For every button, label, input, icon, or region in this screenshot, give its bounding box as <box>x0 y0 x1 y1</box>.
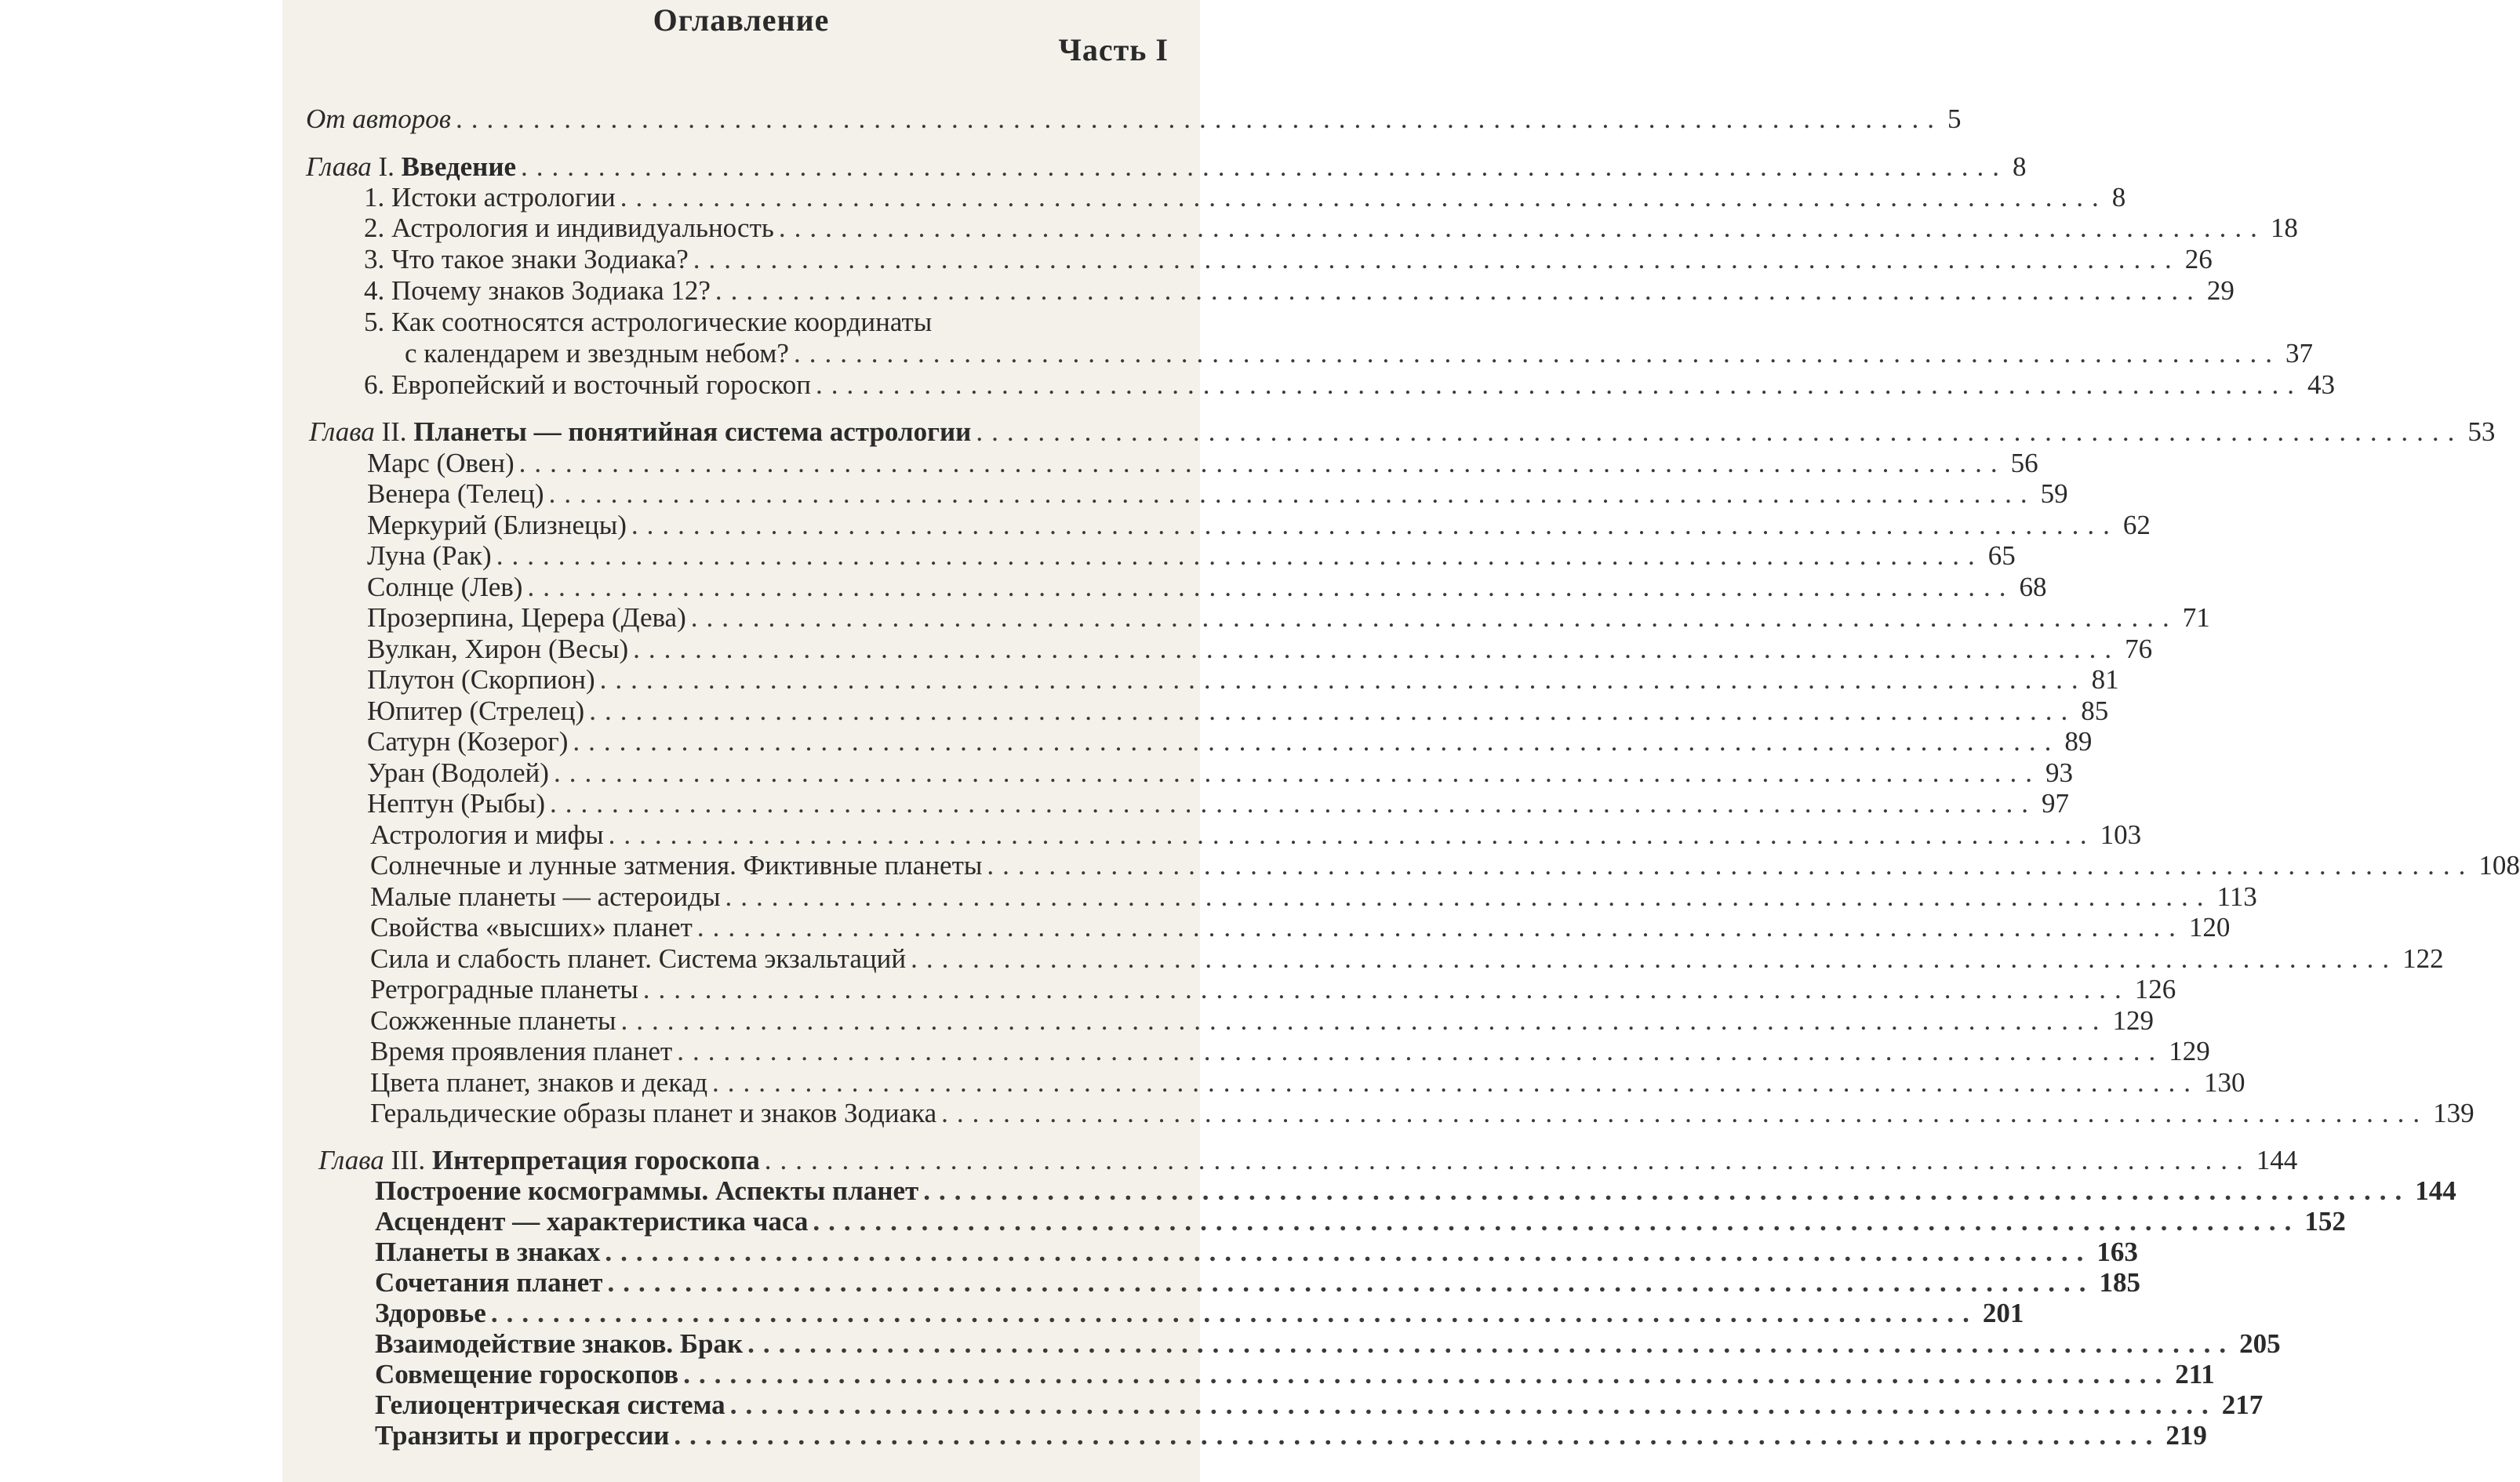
toc-page-number: 62 <box>2122 510 2151 540</box>
toc-page-number: 81 <box>2091 664 2119 695</box>
toc-page-number: 108 <box>2478 850 2520 881</box>
toc-page-number: 201 <box>1982 1298 2024 1328</box>
toc-item-row <box>364 212 2298 244</box>
toc-page-number: 43 <box>2307 369 2335 400</box>
toc-page-number: 126 <box>2134 974 2176 1004</box>
chapter-prefix: Глава <box>318 1145 384 1175</box>
dot-leader: ................................................................................................ <box>608 819 2096 850</box>
toc-item-row <box>370 1067 2245 1099</box>
toc-page-number: 152 <box>2304 1206 2346 1237</box>
dot-leader: ................................................................................................ <box>631 510 2118 540</box>
toc-item-label: Цвета планет, знаков и декад <box>370 1067 708 1098</box>
dot-leader: ................................................................................................ <box>793 338 2281 369</box>
toc-item-label: 5. Как соотносятся астрологические координаты <box>364 307 933 337</box>
chapter-prefix: Глава <box>306 151 372 182</box>
toc-page-number: 211 <box>2175 1359 2215 1389</box>
toc-page-number: 185 <box>2099 1267 2140 1298</box>
toc-page-number: 144 <box>2256 1145 2298 1175</box>
dot-leader: ................................................................................................ <box>911 943 2398 974</box>
toc-item-label: Уран (Водолей) <box>367 757 549 788</box>
dot-leader: ................................................................................................ <box>747 1328 2235 1359</box>
toc-item-label: Время проявления планет <box>370 1036 673 1066</box>
toc-item-row <box>375 1206 2346 1237</box>
dot-leader: ................................................................................................ <box>605 1237 2093 1267</box>
dot-leader: ................................................................................................ <box>987 850 2475 881</box>
dot-leader: ................................................................................................ <box>923 1175 2411 1206</box>
toc-item-row <box>364 275 2235 307</box>
toc-item-label: Здоровье <box>375 1298 486 1328</box>
dot-leader: ................................................................................................ <box>712 1067 2200 1098</box>
toc-page-number: 68 <box>2019 572 2047 602</box>
toc-item-row <box>367 664 2119 696</box>
dot-leader: ................................................................................................ <box>815 369 2303 400</box>
toc-item-label: Солнце (Лев) <box>367 572 523 602</box>
toc-item-row <box>367 572 2047 603</box>
chapter-prefix: Глава <box>309 416 375 447</box>
toc-page-number: 59 <box>2040 478 2068 509</box>
dot-leader: ................................................................................................ <box>548 478 2036 509</box>
toc-page-number: 122 <box>2402 943 2444 974</box>
toc-page-number: 93 <box>2045 757 2073 788</box>
dot-leader: ................................................................................................ <box>725 881 2213 912</box>
toc-item-label: Сила и слабость планет. Система экзальтаций <box>370 943 907 974</box>
dot-leader: ................................................................................................ <box>518 448 2006 478</box>
toc-page-number: 5 <box>1947 104 1962 134</box>
dot-leader: ................................................................................................ <box>683 1359 2171 1389</box>
toc-page-number: 130 <box>2204 1067 2245 1098</box>
toc-item-row <box>364 307 1169 338</box>
dot-leader: ................................................................................................ <box>527 572 2015 602</box>
toc-foreword-row <box>306 104 1962 135</box>
toc-page-number: 8 <box>2013 151 2027 182</box>
toc-item-row <box>370 850 2520 881</box>
dot-leader: ................................................................................................ <box>674 1420 2162 1451</box>
toc-item-row <box>375 1267 2140 1299</box>
toc-item-label: Астрология и мифы <box>370 819 604 850</box>
toc-item-row <box>370 1005 2154 1037</box>
toc-page-number: 219 <box>2165 1420 2207 1451</box>
toc-page-number: 120 <box>2188 912 2231 943</box>
toc-item-label: Совмещение гороскопов <box>375 1359 679 1389</box>
toc-page-number: 113 <box>2216 881 2257 912</box>
toc-page-number: 144 <box>2415 1175 2456 1206</box>
toc-item-row <box>367 448 2038 479</box>
toc-item-label: 4. Почему знаков Зодиака 12? <box>364 275 711 306</box>
toc-page-number: 205 <box>2239 1328 2281 1359</box>
dot-leader: ................................................................................................ <box>813 1206 2300 1237</box>
toc-item-row <box>370 974 2176 1005</box>
toc-item-label: 1. Истоки астрологии <box>364 182 616 212</box>
toc-page-number: 217 <box>2221 1389 2264 1420</box>
dot-leader: ................................................................................................ <box>455 104 1943 134</box>
dot-leader: ................................................................................................ <box>764 1145 2252 1175</box>
toc-item-row <box>375 1359 2215 1390</box>
dot-leader: ................................................................................................ <box>677 1036 2165 1066</box>
dot-leader: ................................................................................................ <box>573 726 2060 757</box>
toc-item-label: Плутон (Скорпион) <box>367 664 595 695</box>
toc-page-number: 97 <box>2041 788 2069 819</box>
toc-item-label: Сочетания планет <box>375 1267 603 1298</box>
toc-foreword-label: От авторов <box>306 104 451 134</box>
toc-item-label: Взаимодействие знаков. Брак <box>375 1328 744 1359</box>
dot-leader: ................................................................................................ <box>490 1298 1978 1328</box>
toc-item-row <box>405 338 2313 369</box>
dot-leader: ................................................................................................ <box>496 540 1984 571</box>
dot-leader: ................................................................................................ <box>521 151 2009 182</box>
toc-item-label: Асцендент — характеристика часа <box>375 1206 809 1237</box>
toc-item-label: Вулкан, Хирон (Весы) <box>367 634 629 664</box>
toc-item-row <box>364 369 2335 401</box>
part-heading: Часть I <box>1058 32 1169 67</box>
toc-item-row <box>370 881 2257 913</box>
toc-item-row <box>367 696 2109 727</box>
toc-page-number: 71 <box>2182 602 2210 633</box>
dot-leader: ................................................................................................ <box>589 696 2077 726</box>
toc-item-row <box>367 602 2210 634</box>
toc-item-row <box>370 943 2444 975</box>
toc-item-row <box>367 540 2016 572</box>
toc-page-number: 129 <box>2169 1036 2210 1066</box>
toc-item-label: Геральдические образы планет и знаков Зодиака <box>370 1098 937 1128</box>
toc-item-label: Ретроградные планеты <box>370 974 638 1004</box>
toc-page-number: 85 <box>2081 696 2109 726</box>
dot-leader: ................................................................................................ <box>549 788 2037 819</box>
toc-item-label: Юпитер (Стрелец) <box>367 696 585 726</box>
toc-item-label: Сатурн (Козерог) <box>367 726 569 757</box>
toc-chapter-row <box>309 416 2496 448</box>
toc-page-number: 29 <box>2206 275 2235 306</box>
toc-item-row <box>367 788 2069 819</box>
toc-item-row <box>367 757 2073 789</box>
toc-page-number: 163 <box>2096 1237 2138 1267</box>
toc-page-number: 53 <box>2467 416 2496 447</box>
chapter-number: I. <box>378 151 395 182</box>
toc-page-number: 76 <box>2125 634 2153 664</box>
toc-item-row <box>375 1298 2024 1329</box>
toc-item-label: Сожженные планеты <box>370 1005 616 1036</box>
dot-leader: ................................................................................................ <box>633 634 2121 664</box>
toc-item-row <box>364 182 2126 213</box>
toc-page-number: 139 <box>2433 1098 2475 1128</box>
dot-leader: ................................................................................................ <box>696 912 2184 943</box>
toc-page-number: 129 <box>2112 1005 2154 1036</box>
toc-item-row <box>370 1098 2475 1129</box>
toc-item-row <box>370 1036 2210 1067</box>
toc-page-number: 8 <box>2111 182 2126 212</box>
toc-item-row <box>370 912 2231 943</box>
dot-leader: ................................................................................................ <box>642 974 2130 1004</box>
toc-item-label: Прозерпина, Церера (Дева) <box>367 602 686 633</box>
toc-page-number: 37 <box>2285 338 2313 369</box>
toc-item-label: Планеты в знаках <box>375 1237 601 1267</box>
dot-leader: ................................................................................................ <box>941 1098 2429 1128</box>
toc-item-row <box>367 726 2093 757</box>
dot-leader: ................................................................................................ <box>693 244 2180 274</box>
toc-item-label: Нептун (Рыбы) <box>367 788 545 819</box>
toc-item-row <box>367 634 2153 665</box>
chapter-number: III. <box>391 1145 426 1175</box>
dot-leader: ................................................................................................ <box>690 602 2178 633</box>
toc-page-number: 18 <box>2270 212 2298 243</box>
toc-chapter-row <box>318 1145 2298 1176</box>
toc-item-label: Венера (Телец) <box>367 478 544 509</box>
page-title: Оглавление <box>653 2 830 38</box>
toc-item-label: с календарем и звездным небом? <box>405 338 789 369</box>
toc-item-label: 2. Астрология и индивидуальность <box>364 212 774 243</box>
toc-page-number: 56 <box>2010 448 2038 478</box>
chapter-title: Планеты — понятийная система астрологии <box>413 416 972 447</box>
toc-item-label: Меркурий (Близнецы) <box>367 510 627 540</box>
chapter-number: II. <box>381 416 407 447</box>
toc-item-row <box>370 819 2142 851</box>
toc-item-row <box>367 510 2151 541</box>
toc-page-number: 65 <box>1987 540 2016 571</box>
dot-leader: ................................................................................................ <box>620 1005 2108 1036</box>
toc-chapter-row <box>306 151 2027 183</box>
toc-item-row <box>375 1237 2138 1268</box>
toc-item-row <box>375 1420 2207 1451</box>
book-page <box>282 0 2520 1482</box>
toc-page-number: 89 <box>2064 726 2093 757</box>
toc-item-label: Малые планеты — астероиды <box>370 881 721 912</box>
toc-item-row <box>375 1175 2456 1207</box>
dot-leader: ................................................................................................ <box>607 1267 2095 1298</box>
dot-leader: ................................................................................................ <box>715 275 2202 306</box>
dot-leader: ................................................................................................ <box>729 1389 2217 1420</box>
chapter-title: Интерпретация гороскопа <box>431 1145 760 1175</box>
dot-leader: ................................................................................................ <box>599 664 2087 695</box>
toc-item-row <box>375 1389 2264 1421</box>
toc-item-row <box>367 478 2068 510</box>
dot-leader: ................................................................................................ <box>620 182 2107 212</box>
dot-leader: ................................................................................................ <box>976 416 2464 447</box>
toc-item-label: Луна (Рак) <box>367 540 492 571</box>
toc-page-number: 103 <box>2100 819 2142 850</box>
toc-item-row <box>375 1328 2281 1360</box>
toc-item-label: 6. Европейский и восточный гороскоп <box>364 369 811 400</box>
chapter-title: Введение <box>401 151 517 182</box>
toc-item-label: Построение космограммы. Аспекты планет <box>375 1175 919 1206</box>
toc-item-label: 3. Что такое знаки Зодиака? <box>364 244 689 274</box>
toc-item-label: Транзиты и прогрессии <box>375 1420 670 1451</box>
dot-leader: ................................................................................................ <box>553 757 2041 788</box>
toc-item-label: Свойства «высших» планет <box>370 912 693 943</box>
toc-item-label: Солнечные и лунные затмения. Фиктивные планеты <box>370 850 983 881</box>
dot-leader: ................................................................................................ <box>778 212 2266 243</box>
toc-item-label: Марс (Овен) <box>367 448 515 478</box>
toc-item-label: Гелиоцентрическая система <box>375 1389 725 1420</box>
toc-item-row <box>364 244 2213 275</box>
toc-page-number: 26 <box>2184 244 2213 274</box>
